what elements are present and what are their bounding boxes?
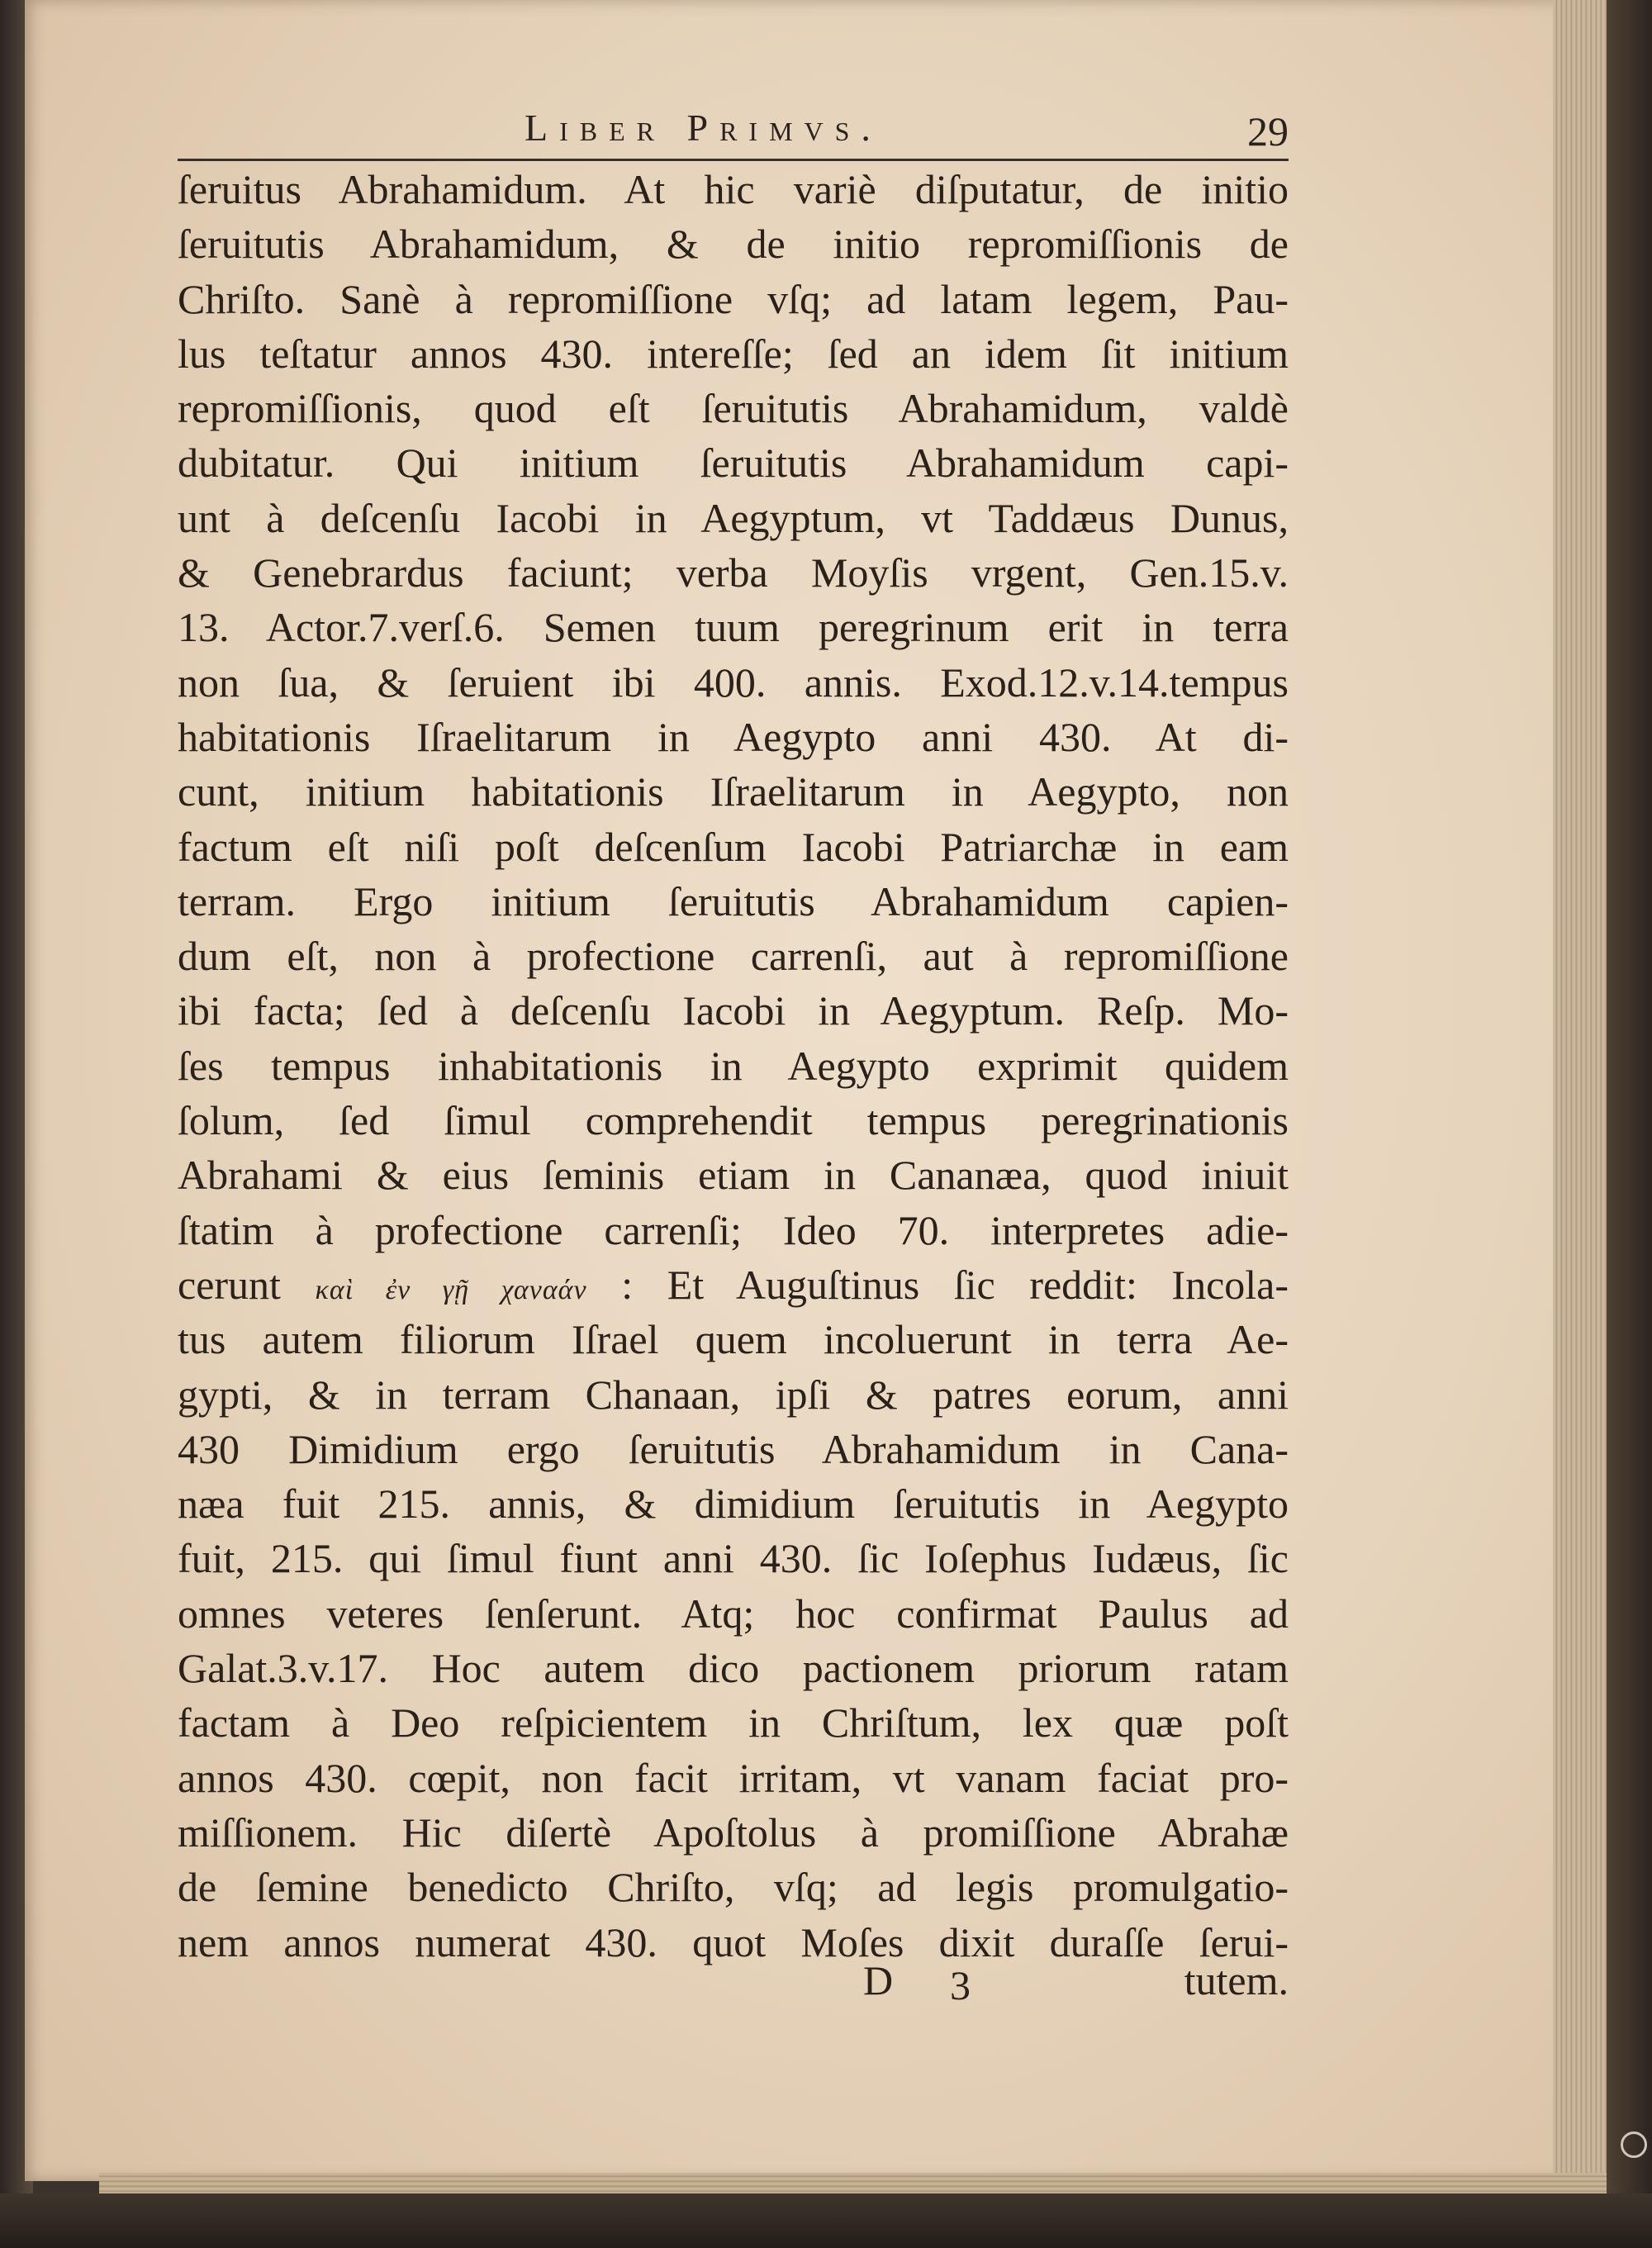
- text-line: ſolum, ſed ſimul comprehendit tempus peregrinationis: [178, 1097, 1289, 1144]
- text-line-with-greek: [178, 1257, 1289, 1312]
- text-line: dum eſt, non à profectione carrenſi, aut à repromiſſione: [178, 933, 1289, 980]
- running-head-title: Liber Primvs.: [525, 107, 882, 149]
- running-head: [178, 106, 1289, 164]
- book-cover-bottom: [0, 2193, 1652, 2248]
- text-line: annos 430. cœpit, non facit irritam, vt vanam faciat pro-: [178, 1754, 1289, 1801]
- text-line: ſtatim à profectione carrenſi; Ideo 70. interpretes adie-: [178, 1206, 1289, 1253]
- text-line: fuit, 215. qui ſimul fiunt anni 430. ſic Ioſephus Iudæus, ſic: [178, 1535, 1289, 1582]
- text-line: Abrahami & eius ſeminis etiam in Cananæa, quod iniuit: [178, 1152, 1289, 1199]
- page-footer: [178, 1956, 1289, 2014]
- text-line: tus autem filiorum Iſrael quem incoluerunt in terra Ae-: [178, 1316, 1289, 1363]
- catchword: tutem.: [1184, 1957, 1289, 2003]
- line-21-before: cerunt: [178, 1261, 281, 1308]
- text-line: terram. Ergo initium ſeruitutis Abrahamidum capien-: [178, 877, 1289, 924]
- text-line: 13. Actor.7.verſ.6. Semen tuum peregrinum erit in terra: [178, 604, 1289, 651]
- text-line: repromiſſionis, quod eſt ſeruitutis Abrahamidum, valdè: [178, 385, 1289, 432]
- signature-number: 3: [950, 1962, 971, 2008]
- text-line: 430 Dimidium ergo ſeruitutis Abrahamidum in Cana-: [178, 1425, 1289, 1472]
- page-number: 29: [1247, 108, 1289, 154]
- text-line: habitationis Iſraelitarum in Aegypto anni 430. At di-: [178, 713, 1289, 760]
- text-line: factam à Deo reſpicientem in Chriſtum, lex quæ poſt: [178, 1699, 1289, 1747]
- text-line: unt à deſcenſu Iacobi in Aegyptum, vt Taddæus Dunus,: [178, 494, 1289, 541]
- text-line: dubitatur. Qui initium ſeruitutis Abrahamidum capi-: [178, 440, 1289, 487]
- text-line: cunt, initium habitationis Iſraelitarum in Aegypto, non: [178, 768, 1289, 815]
- text-line: ibi facta; ſed à deſcenſu Iacobi in Aegyptum. Reſp. Mo-: [178, 987, 1289, 1034]
- text-line: omnes veteres ſenſerunt. Atq; hoc confirmat Paulus ad: [178, 1590, 1289, 1637]
- text-line: & Genebrardus faciunt; verba Moyſis vrgent, Gen.15.v.: [178, 549, 1289, 596]
- line-21-after: : Et Auguſtinus ſic reddit: Incola-: [621, 1261, 1289, 1308]
- signature-mark: D: [863, 1957, 899, 2003]
- text-line: næa fuit 215. annis, & dimidium ſeruitutis in Aegypto: [178, 1480, 1289, 1528]
- text-line: ſeruitus Abrahamidum. At hic variè diſputatur, de initio: [178, 166, 1289, 212]
- text-line: gypti, & in terram Chanaan, ipſi & patres eorum, anni: [178, 1371, 1289, 1418]
- text-line: miſſionem. Hic diſertè Apoſtolus à promiſſione Abrahæ: [178, 1808, 1289, 1856]
- ring-mark-icon: [1621, 2132, 1647, 2158]
- text-line: non ſua, & ſeruient ibi 400. annis. Exod.12.v.14.tempus: [178, 658, 1289, 706]
- page-edges-right: [1553, 0, 1611, 2198]
- text-line: Galat.3.v.17. Hoc autem dico pactionem priorum ratam: [178, 1645, 1289, 1692]
- text-line: lus teſtatur annos 430. intereſſe; ſed an idem ſit initium: [178, 330, 1289, 377]
- body-text: [178, 162, 1289, 1970]
- text-line: nem annos numerat 430. quot Moſes dixit duraſſe ſerui-: [178, 1918, 1289, 1965]
- text-line: ſes tempus inhabitationis in Aegypto exprimit quidem: [178, 1042, 1289, 1089]
- head-rule: [178, 159, 1289, 161]
- text-line: de ſemine benedicto Chriſto, vſq; ad legis promulgatio-: [178, 1864, 1289, 1911]
- greek-quotation: καὶ ἐν γῇ χαναάν: [315, 1274, 587, 1305]
- book-cover-right: [1607, 0, 1652, 2248]
- text-line: Chriſto. Sanè à repromiſſione vſq; ad latam legem, Pau-: [178, 275, 1289, 322]
- text-line: factum eſt niſi poſt deſcenſum Iacobi Patriarchæ in eam: [178, 823, 1289, 870]
- text-line: ſeruitutis Abrahamidum, & de initio repromiſſionis de: [178, 221, 1289, 268]
